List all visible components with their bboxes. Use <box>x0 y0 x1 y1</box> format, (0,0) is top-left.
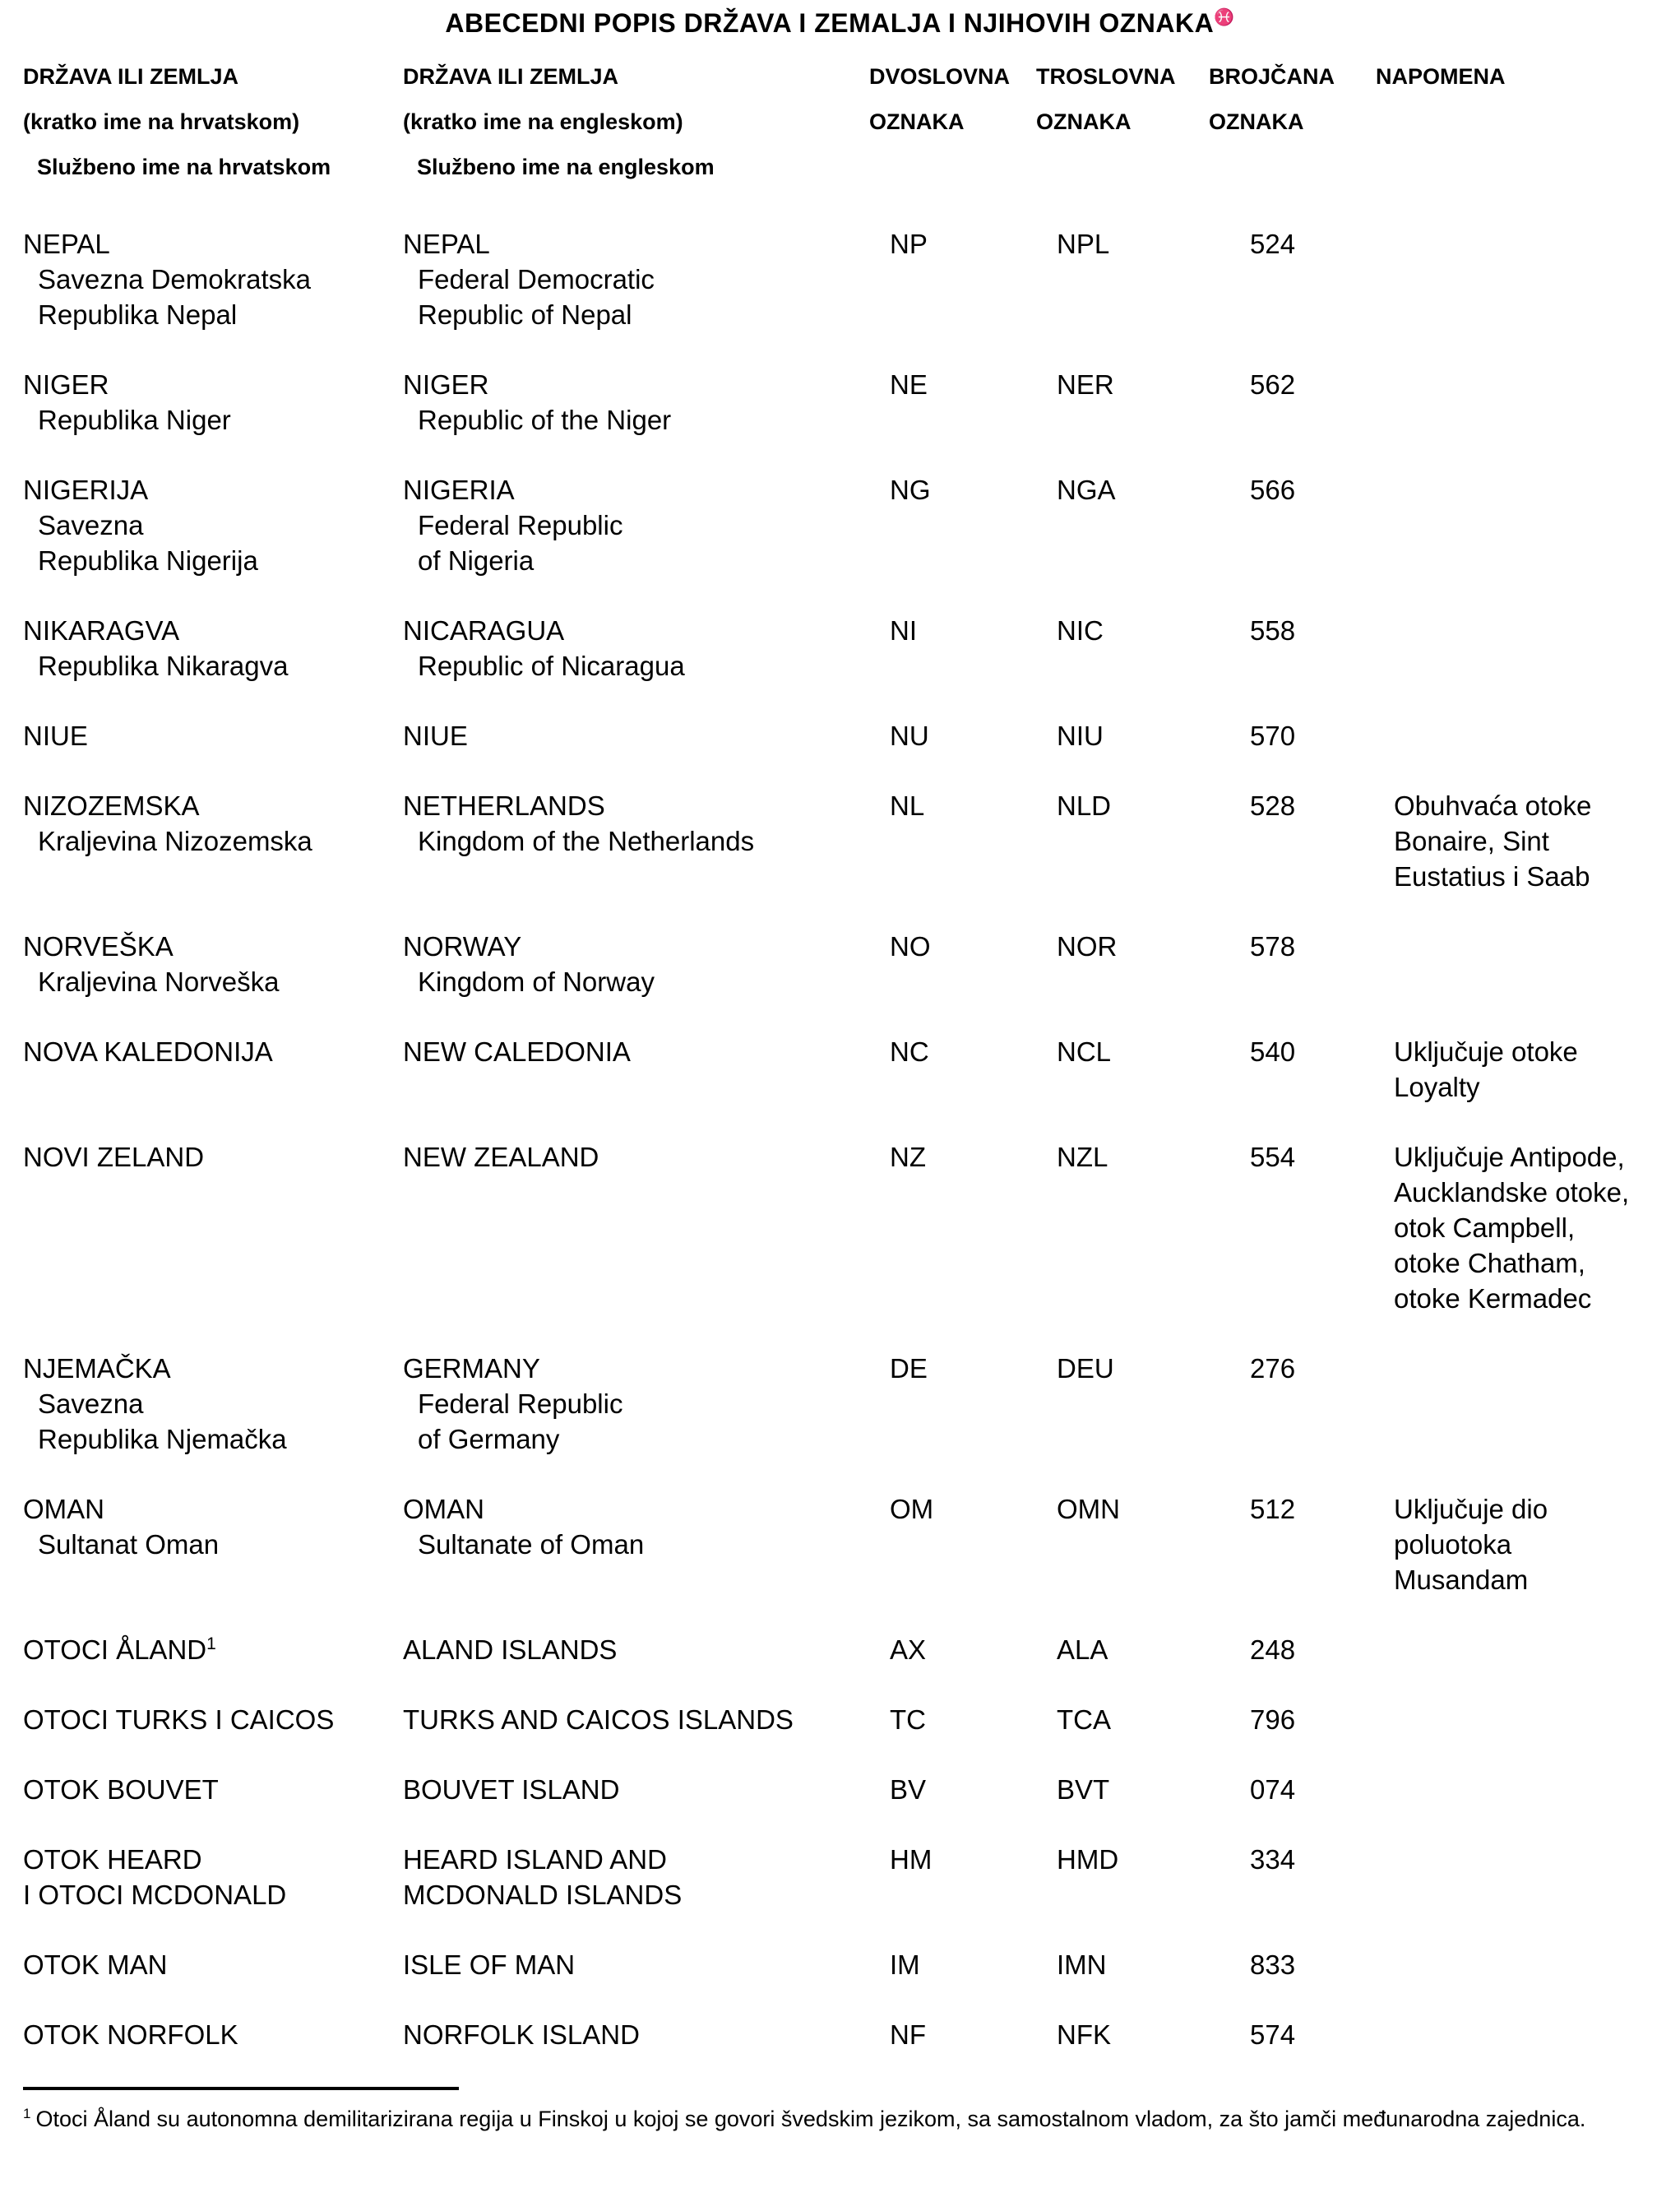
cell-numeric <box>1209 1842 1376 1912</box>
cell-numeric <box>1209 788 1376 894</box>
cell-note <box>1376 472 1680 578</box>
cell-country-en <box>403 226 869 332</box>
cell-note <box>1376 613 1680 684</box>
cell-country-hr <box>23 1139 403 1316</box>
numeric-code: 558 <box>1250 615 1296 646</box>
country-short-name-hr: NIGER <box>23 369 109 400</box>
cell-country-en <box>403 1351 869 1457</box>
header-note: NAPOMENA <box>1376 64 1506 89</box>
country-short-name-en: NIGER <box>403 369 489 400</box>
alpha3-code: ALA <box>1057 1634 1108 1665</box>
cell-note <box>1376 1842 1680 1912</box>
cell-country-hr <box>23 1034 403 1105</box>
cell-alpha3 <box>1036 788 1209 894</box>
country-short-name-en: NORFOLK ISLAND <box>403 2019 640 2050</box>
cell-alpha3 <box>1036 1772 1209 1807</box>
header-alpha3-sub: OZNAKA <box>1036 109 1132 134</box>
official-name-hr: Republika Nigerija <box>38 545 258 576</box>
cell-country-hr <box>23 788 403 894</box>
header-official-en: Službeno ime na engleskom <box>417 155 715 179</box>
header-row-3 <box>0 153 1680 181</box>
header-country-en-sub: (kratko ime na engleskom) <box>403 109 683 134</box>
official-name-en: Republic of the Niger <box>418 405 672 435</box>
cell-country-en <box>403 788 869 894</box>
cell-country-hr <box>23 226 403 332</box>
official-name-hr: Republika Njemačka <box>38 1424 287 1454</box>
note-line: otoke Chatham, <box>1394 1248 1585 1278</box>
numeric-code: 578 <box>1250 931 1296 962</box>
note-line: Eustatius i Saab <box>1394 861 1590 892</box>
cell-note <box>1376 718 1680 753</box>
cell-alpha2 <box>869 2017 1036 2052</box>
alpha2-code: TC <box>890 1704 926 1735</box>
table-row <box>0 472 1680 578</box>
cell-country-en <box>403 367 869 438</box>
note-line: Obuhvaća otoke <box>1394 790 1592 821</box>
cell-country-en <box>403 1632 869 1667</box>
note-line: Uključuje Antipode, <box>1394 1142 1625 1172</box>
table-row <box>0 929 1680 999</box>
numeric-code: 562 <box>1250 369 1296 400</box>
official-name-en: Federal Democratic <box>418 264 655 294</box>
alpha3-code: NFK <box>1057 2019 1111 2050</box>
note-line: otok Campbell, <box>1394 1212 1576 1243</box>
cell-alpha2 <box>869 1351 1036 1457</box>
note-line: otoke Kermadec <box>1394 1283 1592 1314</box>
alpha3-code: OMN <box>1057 1494 1120 1524</box>
cell-note <box>1376 2017 1680 2052</box>
alpha2-code: NI <box>890 615 917 646</box>
country-short-name-en: NEPAL <box>403 229 490 259</box>
country-short-name-hr: NEPAL <box>23 229 110 259</box>
official-name-en: Republic of Nicaragua <box>418 651 685 681</box>
header-alpha2-sub: OZNAKA <box>869 109 965 134</box>
cell-numeric <box>1209 1702 1376 1737</box>
table-row <box>0 1632 1680 1667</box>
cell-note <box>1376 226 1680 332</box>
country-short-name-hr: OTOK NORFOLK <box>23 2019 238 2050</box>
cell-country-en <box>403 472 869 578</box>
alpha3-code: NIC <box>1057 615 1104 646</box>
note-line: Uključuje otoke <box>1394 1036 1578 1067</box>
header-numeric: BROJČANA <box>1209 64 1335 89</box>
header-alpha3: TROSLOVNA <box>1036 64 1176 89</box>
official-name-en: Kingdom of Norway <box>418 967 655 997</box>
table-row <box>0 226 1680 332</box>
alpha3-code: TCA <box>1057 1704 1111 1735</box>
numeric-code: 796 <box>1250 1704 1296 1735</box>
cell-numeric <box>1209 1947 1376 1982</box>
cell-note <box>1376 1491 1680 1597</box>
cell-note <box>1376 367 1680 438</box>
header-country-hr: DRŽAVA ILI ZEMLJA <box>23 64 238 89</box>
official-name-hr: Republika Nepal <box>38 299 238 330</box>
cell-note <box>1376 1702 1680 1737</box>
official-name-hr: Savezna Demokratska <box>38 264 311 294</box>
country-short-name-hr: NIKARAGVA <box>23 615 180 646</box>
country-short-name-en: ALAND ISLANDS <box>403 1634 618 1665</box>
cell-note <box>1376 1139 1680 1316</box>
numeric-code: 512 <box>1250 1494 1296 1524</box>
alpha2-code: NC <box>890 1036 929 1067</box>
cell-alpha3 <box>1036 367 1209 438</box>
country-short-name-hr: NIUE <box>23 721 88 751</box>
cell-alpha3 <box>1036 1139 1209 1316</box>
official-name-hr: Republika Niger <box>38 405 231 435</box>
cell-numeric <box>1209 2017 1376 2052</box>
alpha2-code: NE <box>890 369 928 400</box>
page-title <box>0 0 1680 39</box>
country-short-name-hr: NORVEŠKA <box>23 931 174 962</box>
cell-note <box>1376 788 1680 894</box>
country-short-name-en: OMAN <box>403 1494 484 1524</box>
alpha2-code: HM <box>890 1844 933 1875</box>
official-name-hr: Savezna <box>38 1388 144 1419</box>
cell-alpha2 <box>869 367 1036 438</box>
cell-alpha2 <box>869 1139 1036 1316</box>
country-short-name-hr: OTOK MAN <box>23 1949 168 1980</box>
official-name-hr: Savezna <box>38 510 144 540</box>
table-row <box>0 1491 1680 1597</box>
title-footnote-symbol: ♓ <box>1214 8 1235 27</box>
cell-country-hr <box>23 367 403 438</box>
cell-alpha2 <box>869 472 1036 578</box>
country-short-name-en: NEW ZEALAND <box>403 1142 599 1172</box>
header-numeric-sub: OZNAKA <box>1209 109 1304 134</box>
numeric-code: 334 <box>1250 1844 1296 1875</box>
numeric-code: 570 <box>1250 721 1296 751</box>
country-short-name-hr: OTOCI TURKS I CAICOS <box>23 1704 335 1735</box>
country-short-name-en: NORWAY <box>403 931 522 962</box>
cell-numeric <box>1209 472 1376 578</box>
cell-country-hr <box>23 1632 403 1667</box>
alpha2-code: OM <box>890 1494 934 1524</box>
table-row <box>0 1351 1680 1457</box>
numeric-code: 574 <box>1250 2019 1296 2050</box>
cell-alpha3 <box>1036 1491 1209 1597</box>
country-short-name-en: NICARAGUA <box>403 615 565 646</box>
official-name-en: Republic of Nepal <box>418 299 632 330</box>
official-name-hr: Republika Nikaragva <box>38 651 289 681</box>
header-country-en: DRŽAVA ILI ZEMLJA <box>403 64 618 89</box>
cell-alpha2 <box>869 1947 1036 1982</box>
cell-alpha2 <box>869 613 1036 684</box>
cell-country-en <box>403 929 869 999</box>
table-row <box>0 1034 1680 1105</box>
table-row <box>0 367 1680 438</box>
alpha2-code: DE <box>890 1353 928 1384</box>
cell-alpha3 <box>1036 226 1209 332</box>
alpha3-code: NLD <box>1057 790 1112 821</box>
header-row-1 <box>0 63 1680 90</box>
cell-country-en <box>403 1842 869 1912</box>
official-name-hr: Kraljevina Nizozemska <box>38 826 312 856</box>
cell-country-hr <box>23 929 403 999</box>
numeric-code: 833 <box>1250 1949 1296 1980</box>
country-short-name-en: NIGERIA <box>403 475 515 505</box>
footnote-reference: 1 <box>206 1634 216 1653</box>
cell-note <box>1376 1351 1680 1457</box>
cell-country-en <box>403 1772 869 1807</box>
note-line: poluotoka <box>1394 1529 1512 1560</box>
header-row-2 <box>0 108 1680 136</box>
numeric-code: 276 <box>1250 1353 1296 1384</box>
cell-alpha2 <box>869 1491 1036 1597</box>
table-row <box>0 1772 1680 1807</box>
cell-note <box>1376 1947 1680 1982</box>
cell-alpha2 <box>869 718 1036 753</box>
cell-alpha2 <box>869 1632 1036 1667</box>
footnote-symbol: 1 <box>23 2106 31 2121</box>
cell-country-hr <box>23 1947 403 1982</box>
alpha3-code: BVT <box>1057 1774 1110 1805</box>
cell-note <box>1376 929 1680 999</box>
official-name-en: Sultanate of Oman <box>418 1529 645 1560</box>
official-name-en: Kingdom of the Netherlands <box>418 826 755 856</box>
cell-country-hr <box>23 1842 403 1912</box>
table-row <box>0 613 1680 684</box>
cell-alpha3 <box>1036 1842 1209 1912</box>
note-line: Musandam <box>1394 1565 1529 1595</box>
official-name-hr: Kraljevina Norveška <box>38 967 280 997</box>
cell-numeric <box>1209 1632 1376 1667</box>
alpha3-code: NGA <box>1057 475 1116 505</box>
alpha2-code: NP <box>890 229 928 259</box>
header-note-sub <box>1376 108 1680 136</box>
cell-alpha3 <box>1036 1351 1209 1457</box>
alpha2-code: NO <box>890 931 931 962</box>
country-short-name-en: HEARD ISLAND AND <box>403 1844 667 1875</box>
alpha2-code: NU <box>890 721 929 751</box>
country-short-name-hr: I OTOCI MCDONALD <box>23 1880 287 1910</box>
cell-numeric <box>1209 718 1376 753</box>
cell-numeric <box>1209 1491 1376 1597</box>
cell-numeric <box>1209 1139 1376 1316</box>
alpha3-code: NIU <box>1057 721 1104 751</box>
cell-country-hr <box>23 2017 403 2052</box>
cell-alpha2 <box>869 1702 1036 1737</box>
table-row <box>0 2017 1680 2052</box>
numeric-code: 074 <box>1250 1774 1296 1805</box>
cell-country-en <box>403 1947 869 1982</box>
cell-country-hr <box>23 1351 403 1457</box>
cell-numeric <box>1209 1351 1376 1457</box>
cell-country-hr <box>23 1702 403 1737</box>
table-row <box>0 718 1680 753</box>
cell-country-hr <box>23 718 403 753</box>
country-short-name-hr: OTOCI ÅLAND$^1$ <box>23 1634 216 1665</box>
cell-alpha3 <box>1036 1702 1209 1737</box>
cell-alpha3 <box>1036 929 1209 999</box>
official-name-en: Federal Republic <box>418 510 623 540</box>
cell-alpha2 <box>869 1842 1036 1912</box>
numeric-code: 524 <box>1250 229 1296 259</box>
cell-country-en <box>403 1491 869 1597</box>
country-short-name-en: GERMANY <box>403 1353 540 1384</box>
country-short-name-en: BOUVET ISLAND <box>403 1774 620 1805</box>
official-name-en: of Germany <box>418 1424 560 1454</box>
numeric-code: 528 <box>1250 790 1296 821</box>
table-row <box>0 1702 1680 1737</box>
header-country-hr-sub: (kratko ime na hrvatskom) <box>23 109 300 134</box>
country-short-name-hr: OTOK HEARD <box>23 1844 202 1875</box>
cell-alpha3 <box>1036 1034 1209 1105</box>
cell-note <box>1376 1632 1680 1667</box>
cell-country-hr <box>23 1491 403 1597</box>
cell-country-en <box>403 1702 869 1737</box>
cell-alpha3 <box>1036 613 1209 684</box>
alpha2-code: NF <box>890 2019 926 2050</box>
alpha3-code: NOR <box>1057 931 1118 962</box>
cell-numeric <box>1209 1034 1376 1105</box>
country-short-name-hr: NIGERIJA <box>23 475 149 505</box>
country-short-name-hr: OTOK BOUVET <box>23 1774 219 1805</box>
alpha2-code: NZ <box>890 1142 926 1172</box>
cell-alpha2 <box>869 929 1036 999</box>
cell-numeric <box>1209 367 1376 438</box>
country-short-name-en: ISLE OF MAN <box>403 1949 576 1980</box>
note-line: Aucklandske otoke, <box>1394 1177 1630 1208</box>
numeric-code: 540 <box>1250 1036 1296 1067</box>
cell-country-hr <box>23 613 403 684</box>
page-title-text: ABECEDNI POPIS DRŽAVA I ZEMALJA I NJIHOVIH OZNAKA <box>445 8 1215 38</box>
alpha3-code: NCL <box>1057 1036 1112 1067</box>
numeric-code: 554 <box>1250 1142 1296 1172</box>
official-name-en: of Nigeria <box>418 545 535 576</box>
country-short-name-en: TURKS AND CAICOS ISLANDS <box>403 1704 794 1735</box>
cell-note <box>1376 1034 1680 1105</box>
table-row <box>0 788 1680 894</box>
country-short-name-en: NETHERLANDS <box>403 790 605 821</box>
alpha2-code: NL <box>890 790 925 821</box>
cell-numeric <box>1209 226 1376 332</box>
table-header <box>0 63 1680 181</box>
country-short-name-en: NEW CALEDONIA <box>403 1036 631 1067</box>
alpha3-code: HMD <box>1057 1844 1119 1875</box>
cell-alpha3 <box>1036 2017 1209 2052</box>
alpha3-code: IMN <box>1057 1949 1107 1980</box>
footnote-text: Otoci Åland su autonomna demilitarizirana regija u Finskoj u kojoj se govori švedskim jezikom, sa samostalnom vladom, za što jamči međunarodna zajednica. <box>35 2107 1586 2131</box>
alpha2-code: NG <box>890 475 931 505</box>
cell-alpha3 <box>1036 1632 1209 1667</box>
cell-country-hr <box>23 1772 403 1807</box>
country-short-name-hr: NOVA KALEDONIJA <box>23 1036 273 1067</box>
country-short-name-hr: OMAN <box>23 1494 104 1524</box>
alpha2-code: BV <box>890 1774 927 1805</box>
official-name-hr: Sultanat Oman <box>38 1529 220 1560</box>
note-line: Loyalty <box>1394 1072 1480 1102</box>
country-short-name-hr: NJEMAČKA <box>23 1353 171 1384</box>
cell-alpha2 <box>869 1034 1036 1105</box>
cell-alpha3 <box>1036 718 1209 753</box>
table-row <box>0 1139 1680 1316</box>
table-row <box>0 1947 1680 1982</box>
official-name-en: Federal Republic <box>418 1388 623 1419</box>
country-table <box>0 226 1680 2052</box>
alpha3-code: DEU <box>1057 1353 1114 1384</box>
alpha3-code: NPL <box>1057 229 1110 259</box>
cell-country-en <box>403 1034 869 1105</box>
cell-note <box>1376 1772 1680 1807</box>
alpha3-code: NER <box>1057 369 1114 400</box>
alpha2-code: IM <box>890 1949 920 1980</box>
cell-country-en <box>403 2017 869 2052</box>
footnote <box>23 2102 1655 2136</box>
note-line: Uključuje dio <box>1394 1494 1548 1524</box>
numeric-code: 566 <box>1250 475 1296 505</box>
note-line: Bonaire, Sint <box>1394 826 1549 856</box>
footnote-separator <box>23 2087 459 2090</box>
numeric-code: 248 <box>1250 1634 1296 1665</box>
cell-numeric <box>1209 929 1376 999</box>
cell-numeric <box>1209 613 1376 684</box>
country-short-name-hr: NIZOZEMSKA <box>23 790 200 821</box>
cell-country-en <box>403 718 869 753</box>
cell-alpha2 <box>869 788 1036 894</box>
cell-country-hr <box>23 472 403 578</box>
table-row <box>0 1842 1680 1912</box>
cell-alpha3 <box>1036 472 1209 578</box>
cell-country-en <box>403 1139 869 1316</box>
cell-alpha3 <box>1036 1947 1209 1982</box>
header-official-hr: Službeno ime na hrvatskom <box>37 155 331 179</box>
cell-alpha2 <box>869 1772 1036 1807</box>
cell-alpha2 <box>869 226 1036 332</box>
alpha2-code: AX <box>890 1634 927 1665</box>
country-short-name-hr: NOVI ZELAND <box>23 1142 205 1172</box>
country-short-name-en: MCDONALD ISLANDS <box>403 1880 683 1910</box>
cell-numeric <box>1209 1772 1376 1807</box>
cell-country-en <box>403 613 869 684</box>
alpha3-code: NZL <box>1057 1142 1108 1172</box>
header-alpha2: DVOSLOVNA <box>869 64 1011 89</box>
country-short-name-en: NIUE <box>403 721 468 751</box>
